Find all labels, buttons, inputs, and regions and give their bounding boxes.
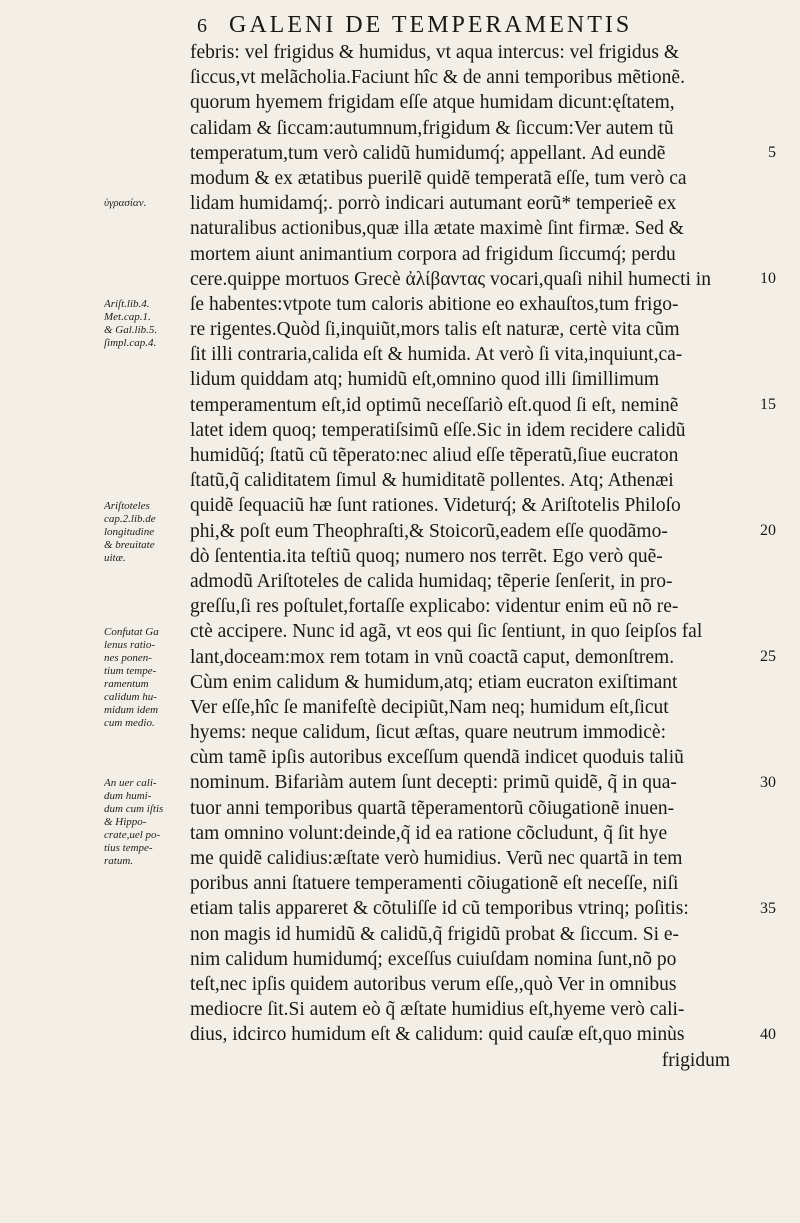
text-line: temperamentum eſt,id optimũ neceſſariò eſt.quod ſi eſt, neminẽ xyxy=(190,394,679,416)
text-line: ſe habentes:vtpote tum caloris abitione eo exhauſtos,tum frigo- xyxy=(190,293,679,315)
text-line: Cùm enim calidum & humidum,atq; etiam eucraton exiſtimant xyxy=(190,671,678,693)
line-number: 10 xyxy=(760,269,776,287)
text-line: tuor anni temporibus quartã tẽperamentorũ cõiugationẽ inuen- xyxy=(190,797,675,819)
text-line: quidẽ ſequaciũ hæ ſunt rationes. Videturq́; & Ariſtotelis Philoſo xyxy=(190,495,681,517)
text-line: dius, idcirco humidum eſt & calidum: quid cauſæ eſt,quo minùs xyxy=(190,1024,685,1046)
marginal-note-line: cum medio. xyxy=(104,716,155,729)
text-line: re rigentes.Quòd ſi,inquiũt,mors talis eſt naturæ, certè vita cũm xyxy=(190,319,680,341)
marginal-note-line: & Hippo- xyxy=(104,815,147,828)
marginal-note-line: dum cum iſtis xyxy=(104,802,164,815)
marginal-note-line: longitudine xyxy=(104,525,155,538)
marginal-note-line: ſimpl.cap.4. xyxy=(104,337,157,349)
line-number: 40 xyxy=(760,1025,776,1043)
text-line: nim calidum humidumq́; exceſſus cuiuſdam nomina ſunt,nõ po xyxy=(190,948,677,970)
text-line: cere.quippe mortuos Grecè ἀλίβαντας vocari,quaſi nihil humecti in xyxy=(190,268,711,290)
marginal-note-line: Confutat Ga xyxy=(104,625,159,638)
marginal-note-line: calidum hu- xyxy=(104,690,157,703)
text-line: naturalibus actionibus,quæ illa ætate maximè ſint firmæ. Sed & xyxy=(190,218,684,240)
text-line: me quidẽ calidius:æſtate verò humidius. Verũ nec quartã in tem xyxy=(190,848,683,869)
page-number: 6 xyxy=(197,15,210,37)
catchword: frigidum xyxy=(661,1049,730,1071)
text-line: dò ſententia.ita teſtiũ quoq; numero nos terrẽt. Ego verò quẽ- xyxy=(190,545,663,567)
marginal-note-line: dum humi- xyxy=(104,789,152,802)
marginal-note-line: Met.cap.1. xyxy=(104,311,151,323)
line-number: 25 xyxy=(760,647,776,665)
marginal-note-line: & Gal.lib.5. xyxy=(104,324,158,336)
marginal-note xyxy=(104,500,188,565)
text-line: etiam talis appareret & cõtuliſſe id cũ temporibus vtrinq; poſitis: xyxy=(190,898,689,920)
text-line: hyems: neque calidum, ſicut æſtas, quare neutrum immodicè: xyxy=(190,722,667,744)
text-line: Ver eſſe,hîc ſe manifeſtè decipiũt,Nam neq; humidum eſt,ſicut xyxy=(190,696,669,718)
text-line: humidũq́; ſtatũ cũ tẽperato:nec aliud eſſe tẽperatũ,ſiue eucraton xyxy=(190,445,679,466)
marginal-note-line: uitæ. xyxy=(104,551,126,564)
text-line: calidam & ſiccam:autumnum,frigidum & ſiccum:Ver autem tũ xyxy=(190,117,674,139)
text-line: ſtatũ,q̃ caliditatem ſimul & humiditatẽ pollentes. Atq; Athenæi xyxy=(190,470,674,492)
text-line: ctè accipere. Nunc id agã, vt eos qui ſic ſentiunt, in quo ſeipſos fal xyxy=(190,621,703,643)
marginal-note-line: & breuitate xyxy=(104,538,155,551)
marginal-note-line: ratum. xyxy=(104,854,134,867)
text-line: lidam humidamq́;. porrò indicari autumant eorũ* temperieẽ ex xyxy=(190,193,677,215)
body-text-column xyxy=(190,40,770,1073)
marginal-note xyxy=(104,777,188,868)
line-number: 20 xyxy=(760,521,776,539)
text-line: quorum hyemem frigidam eſſe atque humidam dicunt:ęſtatem, xyxy=(190,92,675,114)
text-line: nominum. Bifariàm autem ſunt decepti: primũ quidẽ, q̃ in qua- xyxy=(190,772,677,794)
marginal-note xyxy=(104,197,188,210)
text-line: lant,doceam:mox rem totam in vnũ coactã caput, demonſtrem. xyxy=(190,646,675,668)
text-line: lidum quiddam atq; humidũ eſt,omnino quod illi ſimillimum xyxy=(190,369,660,391)
text-line: modum & ex ætatibus puerilẽ quidẽ temperatã eſſe, tum verò ca xyxy=(190,167,687,189)
text-line: phi,& poſt eum Theophraſti,& Stoicorũ,eadem eſſe quodãmo- xyxy=(190,520,668,542)
marginal-note xyxy=(104,298,188,350)
text-line: tam omnino volunt:deinde,q̃ id ea ratione cõcludunt, q̃ ſit hye xyxy=(190,822,668,844)
marginal-note-line: crate,uel po- xyxy=(104,828,161,841)
text-line: greſſu,ſi res poſtulet,fortaſſe explicabo: videntur enim eũ nõ re- xyxy=(190,596,679,618)
line-number: 15 xyxy=(760,395,776,413)
marginal-note-line: cap.2.lib.de xyxy=(104,512,156,525)
marginal-note-line: Ariſtoteles xyxy=(104,499,150,512)
text-line: ſit illi contraria,calida eſt & humida. At verò ſi vita,inquiunt,ca- xyxy=(190,344,683,366)
text-line: poribus anni ſtatuere temperamenti cõiugationẽ eſt neceſſe, niſi xyxy=(190,873,679,895)
marginal-note-line: tius tempe- xyxy=(104,841,153,854)
text-line: mortem aiunt animantium corpora ad frigidum ſiccumq́; perdu xyxy=(190,243,676,265)
marginal-note-line: lenus ratio- xyxy=(104,638,156,651)
marginal-note-line: Ariſt.lib.4. xyxy=(104,298,150,310)
text-line: non magis id humidũ & calidũ,q̃ frigidũ probat & ſiccum. Si e- xyxy=(190,923,680,945)
text-line: teſt,nec ipſis quidem autoribus verum eſſe,,quò Ver in omnibus xyxy=(190,973,677,995)
running-header xyxy=(197,12,757,39)
marginal-note-line: nes ponen- xyxy=(104,651,152,664)
line-number: 30 xyxy=(760,773,776,791)
marginal-note-line: ὑγρασίαν. xyxy=(104,197,147,210)
text-line: temperatum,tum verò calidũ humidumq́; appellant. Ad eundẽ xyxy=(190,142,666,164)
text-line: latet idem quoq; temperatiſsimũ eſſe.Sic in idem recidere calidũ xyxy=(190,419,686,441)
text-line: cùm tamẽ ipſis autoribus exceſſum quendã indicet quoduis taliũ xyxy=(190,747,684,769)
text-line: admodũ Ariſtoteles de calida humidaq; tẽperie ſenſerit, in pro- xyxy=(190,570,673,592)
marginal-note-line: An uer cali- xyxy=(104,776,157,789)
text-line: febris: vel frigidus & humidus, vt aqua intercus: vel frigidus & xyxy=(190,42,680,63)
line-number: 5 xyxy=(768,143,776,161)
running-title: GALENI DE TEMPERAMENTIS xyxy=(229,12,633,38)
marginal-note-line: tium tempe- xyxy=(104,664,157,677)
text-line: ſiccus,vt melãcholia.Faciunt hîc & de anni temporibus mẽtionẽ. xyxy=(190,67,685,89)
marginal-note-line: ramentum xyxy=(104,677,149,690)
line-number: 35 xyxy=(760,899,776,917)
marginal-note xyxy=(104,626,188,730)
marginal-note-line: midum idem xyxy=(104,703,159,716)
text-line: mediocre ſit.Si autem eò q̃ æſtate humidius eſt,hyeme verò cali- xyxy=(190,999,685,1021)
